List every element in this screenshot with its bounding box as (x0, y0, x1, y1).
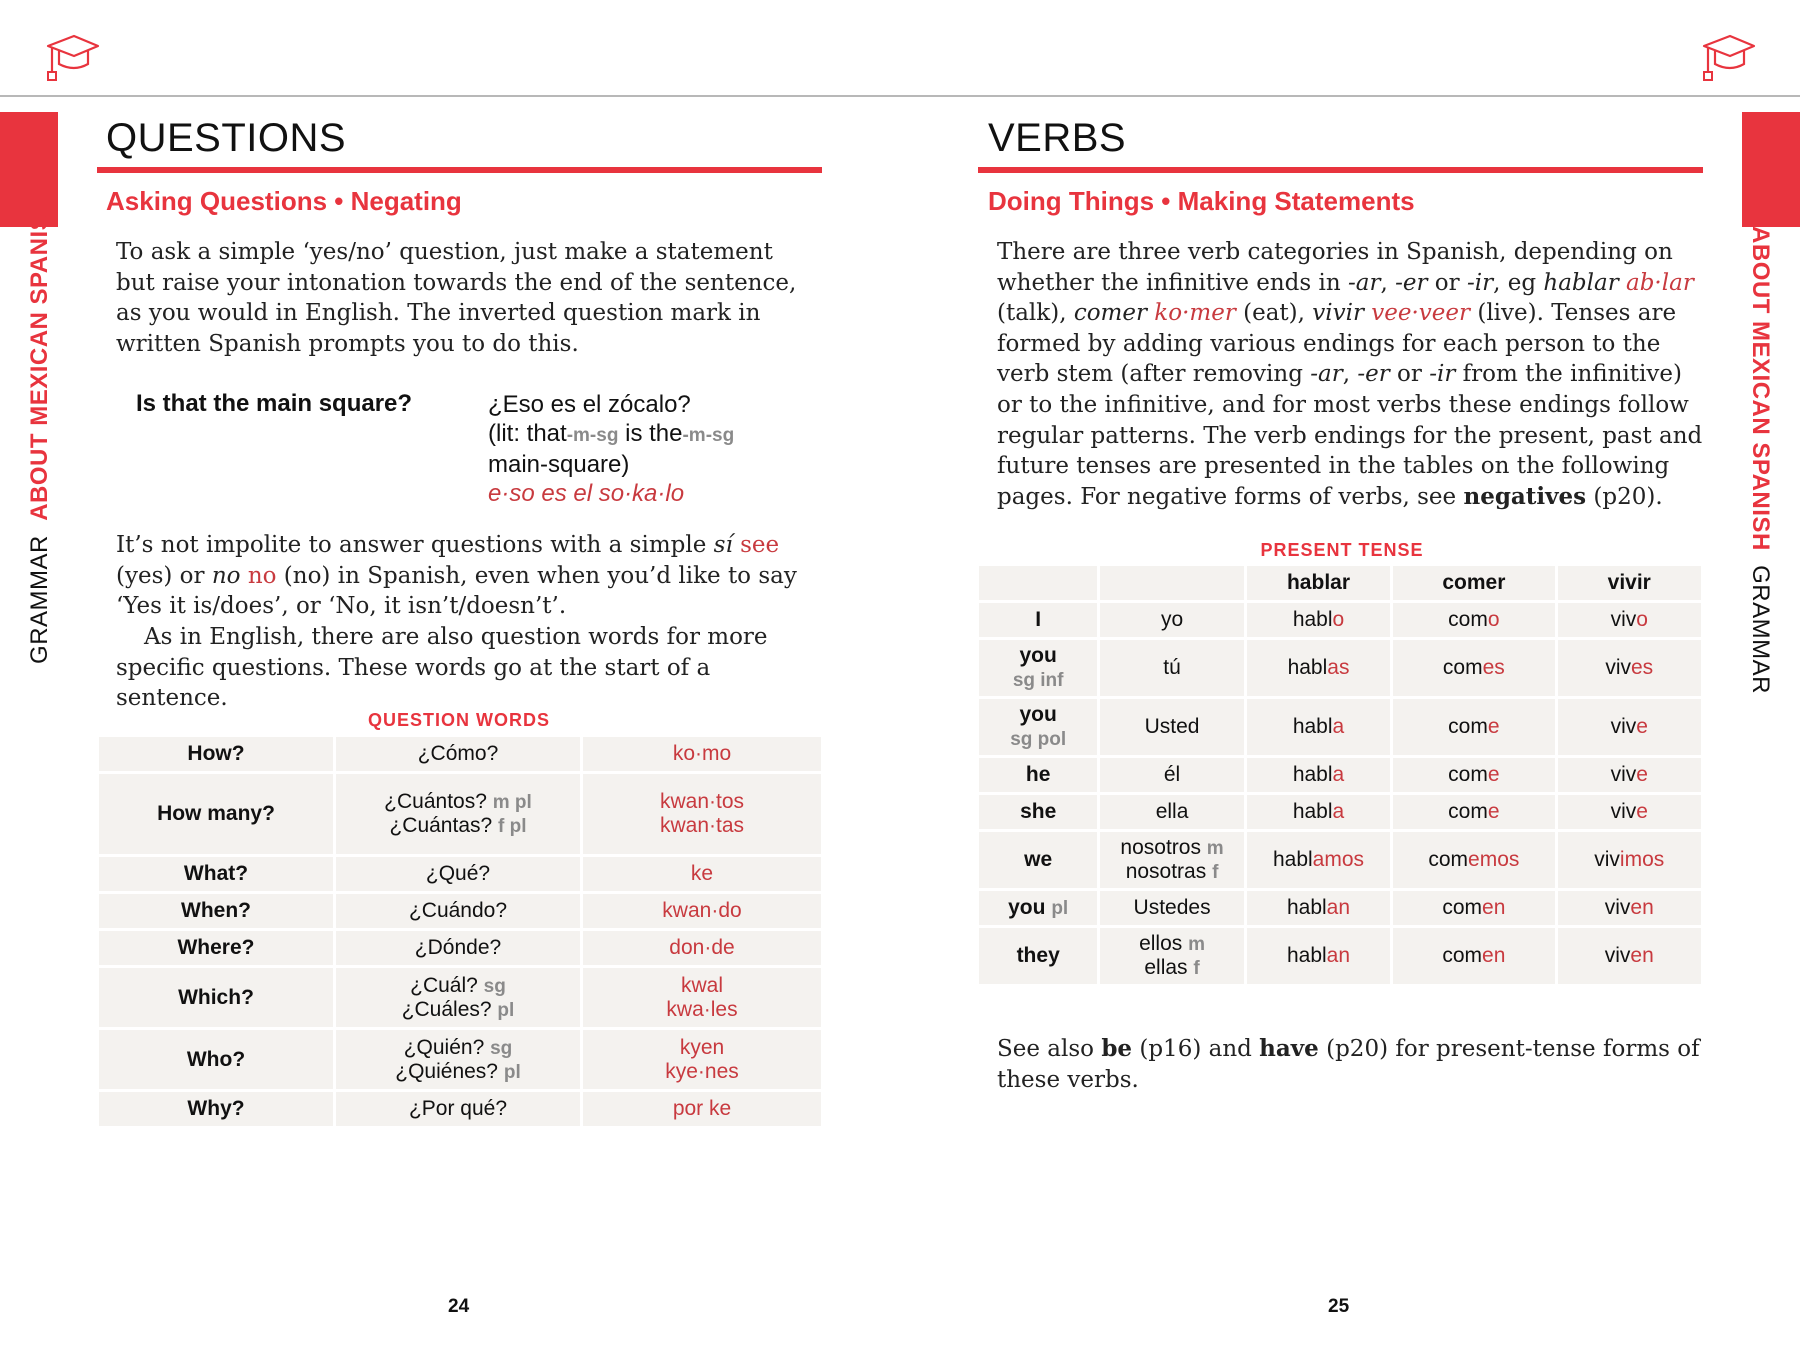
verb-stem: viv (1610, 763, 1637, 786)
verb-stem: viv (1605, 656, 1631, 679)
page-number: 25 (1328, 1296, 1350, 1317)
question-english: How? (99, 737, 333, 771)
spanish-word: ¿Dónde? (414, 936, 502, 959)
verb-ending: a (1332, 763, 1345, 786)
person-spanish (1100, 699, 1243, 755)
spanish-line (336, 742, 580, 766)
question-english: Why? (99, 1092, 333, 1126)
section-subtitle: Asking Questions • Negating (106, 186, 462, 216)
question-spanish (336, 774, 580, 854)
verb-ending: as (1327, 656, 1350, 679)
verb-stem: viv (1594, 848, 1620, 871)
verb-column-header: vivir (1558, 566, 1702, 600)
pronoun: nosotros (1120, 836, 1201, 859)
pronoun-line (1100, 860, 1243, 884)
table-row (99, 1030, 821, 1089)
verb-ending: emos (1468, 848, 1520, 871)
verb-ending: o (1636, 608, 1648, 631)
example-literal-end: main-square) (488, 451, 630, 478)
person-english (979, 640, 1097, 696)
verb-stem: com (1442, 944, 1483, 967)
spanish-line (336, 974, 580, 998)
verb-stem: habl (1287, 656, 1328, 679)
example-spanish (488, 390, 734, 508)
verb-ending: imos (1619, 848, 1665, 871)
verb-stem: com (1448, 800, 1488, 823)
verb-stem: com (1442, 896, 1483, 919)
verb-column-header: comer (1393, 566, 1554, 600)
verb-form (1247, 832, 1390, 888)
verb-form (1393, 832, 1554, 888)
spanish-word: ¿Cuál? (410, 973, 478, 997)
person-english (979, 928, 1097, 984)
person-english (979, 758, 1097, 792)
table-row (99, 931, 821, 965)
question-english: How many? (99, 774, 333, 854)
table-row (979, 891, 1701, 925)
question-pronunciation (583, 1092, 821, 1126)
spanish-line (336, 1036, 580, 1060)
person-label: they (1016, 944, 1060, 967)
example-english: Is that the main square? (136, 390, 413, 417)
verb-ending: o (1332, 608, 1345, 631)
spanish-word: ¿Qué? (425, 862, 491, 885)
pronunciation-line: ke (690, 862, 714, 885)
verb-form (1558, 795, 1702, 829)
header-blank (1100, 566, 1243, 600)
pronoun: Ustedes (1133, 896, 1211, 919)
verb-stem: viv (1610, 800, 1637, 823)
spanish-line (336, 790, 580, 814)
verb-stem: viv (1604, 944, 1631, 967)
table-header-row (979, 566, 1701, 600)
graduation-cap-icon (1700, 34, 1756, 84)
person-english (979, 603, 1097, 637)
person-label: she (1020, 800, 1057, 823)
verb-ending: e (1487, 715, 1500, 738)
verb-stem: habl (1292, 800, 1333, 823)
verb-form (1558, 832, 1702, 888)
present-tense-caption: PRESENT TENSE (1260, 540, 1424, 560)
person-spanish (1100, 832, 1243, 888)
verb-ending: es (1482, 656, 1505, 679)
title-rule (97, 167, 822, 173)
spanish-line (336, 936, 580, 960)
example-spanish-phrase: ¿Eso es el zócalo? (488, 391, 691, 418)
intro-paragraph: To ask a simple ‘yes/no’ question, just make a statement but raise your intonation towards the end of the sentence, as you would in English. The inverted question mark in written Spanish prompts you to do this. (116, 239, 797, 357)
verb-stem: viv (1610, 608, 1637, 631)
pronunciation-line: kwa·les (666, 997, 738, 1021)
question-pronunciation (583, 1030, 821, 1089)
person-spanish (1100, 603, 1243, 637)
pronunciation-line: kwan·tas (659, 814, 745, 837)
verb-stem: habl (1292, 608, 1333, 631)
question-spanish (336, 1092, 580, 1126)
verb-form (1393, 928, 1554, 984)
example-pronunciation: e·so es el so·ka·lo (488, 480, 685, 507)
verb-stem: habl (1286, 944, 1327, 967)
question-words-paragraph: As in English, there are also question words for more specific questions. These words go at the start of a sentence. (116, 624, 768, 712)
question-pronunciation (583, 931, 821, 965)
spanish-line (336, 814, 580, 838)
verb-stem: com (1428, 848, 1469, 871)
pronoun: tú (1163, 656, 1181, 679)
pronunciation-line: ko·mo (672, 742, 732, 765)
question-pronunciation (583, 737, 821, 771)
grammar-tag: f (1212, 862, 1219, 883)
spanish-word: ¿Cuántas? (389, 814, 493, 837)
verb-ending: e (1487, 800, 1500, 823)
verb-stem: viv (1604, 896, 1631, 919)
question-english: When? (99, 894, 333, 928)
verb-stem: habl (1272, 848, 1313, 871)
question-words-table (96, 734, 824, 1129)
question-english: What? (99, 857, 333, 891)
pronoun-line (1100, 608, 1243, 632)
person-label: he (1025, 763, 1051, 786)
grammar-tag: pl (497, 999, 515, 1021)
verb-ending: en (1630, 944, 1654, 967)
verb-stem: com (1448, 715, 1488, 738)
verb-form (1393, 603, 1554, 637)
pronoun-line (1100, 836, 1243, 860)
verb-form (1247, 640, 1390, 696)
verb-stem: viv (1610, 715, 1637, 738)
table-row (979, 832, 1701, 888)
pronoun-line (1100, 800, 1243, 824)
pronunciation-line: kwal (680, 973, 723, 997)
example-literal: (lit: that-m-sg is the-m-sg (488, 420, 735, 447)
table-row (979, 758, 1701, 792)
person-label: I (1035, 608, 1042, 631)
spanish-word: ¿Quién? (403, 1035, 485, 1059)
spanish-word: ¿Cuáles? (401, 997, 492, 1021)
table-row (979, 640, 1701, 696)
grammar-tag: pl (1051, 898, 1069, 919)
graduation-cap-icon (44, 34, 100, 84)
header-blank (979, 566, 1097, 600)
question-english: Where? (99, 931, 333, 965)
verb-ending: amos (1312, 848, 1365, 871)
section-subtitle: Doing Things • Making Statements (988, 186, 1415, 216)
person-spanish (1100, 640, 1243, 696)
title-rule (978, 167, 1703, 173)
grammar-tag: m (1188, 934, 1206, 955)
verb-ending: es (1630, 656, 1654, 679)
question-pronunciation (583, 774, 821, 854)
verb-form (1247, 795, 1390, 829)
question-spanish (336, 968, 580, 1027)
pronoun-line (1100, 932, 1243, 956)
question-words-caption: QUESTION WORDS (367, 710, 550, 730)
verb-form (1558, 603, 1702, 637)
table-row (99, 894, 821, 928)
person-label: you (1008, 896, 1046, 919)
question-spanish (336, 1030, 580, 1089)
spanish-word: ¿Cuándo? (408, 899, 508, 922)
verb-form (1558, 699, 1702, 755)
page-title: VERBS (988, 116, 1127, 160)
grammar-tag: sg inf (1012, 670, 1064, 691)
question-pronunciation (583, 894, 821, 928)
verb-form (1247, 928, 1390, 984)
verbs-outro-paragraph: See also be (p16) and have (p20) for present-tense forms of these verbs. (997, 1035, 1700, 1093)
spanish-line (336, 899, 580, 923)
spanish-line (336, 998, 580, 1022)
pronunciation-line: kye·nes (665, 1059, 739, 1083)
person-label: you (1019, 644, 1057, 667)
verb-ending: an (1326, 944, 1351, 967)
pronoun: Usted (1144, 715, 1200, 738)
answer-paragraph: It’s not impolite to answer questions with a simple sí see (yes) or no no (no) in Spanish, even when you’d like to say ‘Yes it is/does’, or ‘No, it isn’t/doesn’t’. (116, 532, 797, 620)
grammar-tag: m (1206, 838, 1224, 859)
left-side-label: GRAMMAR ABOUT MEXICAN SPANISH (26, 196, 53, 664)
right-side-tab (1742, 112, 1800, 227)
verb-stem: habl (1292, 763, 1333, 786)
person-spanish (1100, 795, 1243, 829)
spanish-word: ¿Quiénes? (395, 1059, 498, 1083)
verb-ending: e (1636, 800, 1648, 823)
grammar-tag: m pl (492, 792, 532, 813)
table-row (99, 737, 821, 771)
verb-ending: en (1482, 896, 1506, 919)
person-label: you (1019, 703, 1057, 726)
grammar-tag: f pl (498, 816, 527, 837)
table-row (99, 968, 821, 1027)
verb-form (1247, 891, 1390, 925)
verb-ending: a (1332, 715, 1345, 738)
pronoun: ella (1155, 800, 1189, 823)
verb-stem: com (1442, 656, 1483, 679)
pronoun: ellos (1139, 932, 1183, 955)
spanish-word: ¿Por qué? (408, 1097, 508, 1120)
present-tense-table (976, 563, 1704, 987)
pronoun-line (1100, 763, 1243, 787)
spanish-line (336, 862, 580, 886)
verb-form (1393, 795, 1554, 829)
verb-form (1247, 758, 1390, 792)
verb-ending: en (1482, 944, 1506, 967)
verb-form (1558, 640, 1702, 696)
person-english (979, 832, 1097, 888)
pronoun-line (1100, 956, 1243, 980)
verb-ending: en (1630, 896, 1654, 919)
verb-stem: habl (1286, 896, 1327, 919)
question-spanish (336, 894, 580, 928)
verb-stem: com (1448, 608, 1488, 631)
person-spanish (1100, 928, 1243, 984)
verb-ending: an (1326, 896, 1351, 919)
pronunciation-line: por ke (672, 1097, 732, 1120)
verb-form (1247, 603, 1390, 637)
verb-ending: e (1636, 763, 1648, 786)
grammar-tag: sg pol (1010, 729, 1067, 750)
table-row (99, 1092, 821, 1126)
question-english: Which? (99, 968, 333, 1027)
pronunciation-line: kwan·tos (659, 790, 745, 813)
pronoun-line (1100, 896, 1243, 920)
pronoun-line (1100, 715, 1243, 739)
pronunciation-line: kwan·do (662, 899, 742, 922)
verb-column-header: hablar (1247, 566, 1390, 600)
pronoun: ellas (1144, 956, 1188, 979)
person-spanish (1100, 891, 1243, 925)
question-pronunciation (583, 857, 821, 891)
question-spanish (336, 857, 580, 891)
verb-ending: e (1636, 715, 1648, 738)
header-rule (0, 95, 1800, 97)
verbs-intro-paragraph: There are three verb categories in Spanish, depending on whether the infinitive ends in -ar, -er or -ir, eg hablar ab·lar (talk), comer ko·mer (eat), vivir vee·veer (live). Tenses are formed by adding various endings for each person to the verb stem (after removing -ar, -er or -ir from the infinitive) or to the infinitive, and for most verbs these endings follow regular patterns. The verb endings for the present, past and future tenses are presented in the tables on the following pages. For negative forms of verbs, see negatives (p20). (997, 239, 1703, 510)
verb-form (1558, 891, 1702, 925)
pronunciation-line: kyen (679, 1035, 725, 1059)
spanish-word: ¿Cómo? (417, 742, 499, 765)
question-pronunciation (583, 968, 821, 1027)
verb-ending: o (1487, 608, 1500, 631)
verb-form (1393, 758, 1554, 792)
verb-form (1558, 758, 1702, 792)
question-spanish (336, 737, 580, 771)
pronoun: nosotras (1125, 860, 1207, 883)
table-row (99, 857, 821, 891)
grammar-tag: sg (483, 975, 506, 997)
person-english (979, 795, 1097, 829)
verb-ending: e (1487, 763, 1500, 786)
table-row (979, 603, 1701, 637)
page-title: QUESTIONS (106, 116, 347, 160)
verb-stem: com (1448, 763, 1488, 786)
spanish-word: ¿Cuántos? (384, 790, 487, 813)
grammar-tag: sg (490, 1037, 513, 1059)
grammar-tag: f (1193, 958, 1200, 979)
spanish-line (336, 1097, 580, 1121)
right-side-label: ABOUT MEXICAN SPANISH GRAMMAR (1747, 226, 1774, 694)
verb-form (1393, 640, 1554, 696)
verb-form (1393, 699, 1554, 755)
table-row (979, 795, 1701, 829)
person-english (979, 699, 1097, 755)
pronoun: yo (1160, 608, 1184, 631)
pronunciation-line: don·de (669, 936, 735, 959)
question-english: Who? (99, 1030, 333, 1089)
table-row (979, 928, 1701, 984)
verb-ending: a (1332, 800, 1345, 823)
verb-stem: habl (1292, 715, 1333, 738)
grammar-tag: pl (503, 1061, 521, 1083)
pronoun: él (1163, 763, 1181, 786)
page-number: 24 (448, 1296, 470, 1317)
verb-form (1558, 928, 1702, 984)
verb-form (1247, 699, 1390, 755)
person-english (979, 891, 1097, 925)
person-label: we (1024, 848, 1053, 871)
person-spanish (1100, 758, 1243, 792)
pronoun-line (1100, 656, 1243, 680)
spanish-line (336, 1060, 580, 1084)
table-row (99, 774, 821, 854)
question-spanish (336, 931, 580, 965)
verb-form (1393, 891, 1554, 925)
table-row (979, 699, 1701, 755)
